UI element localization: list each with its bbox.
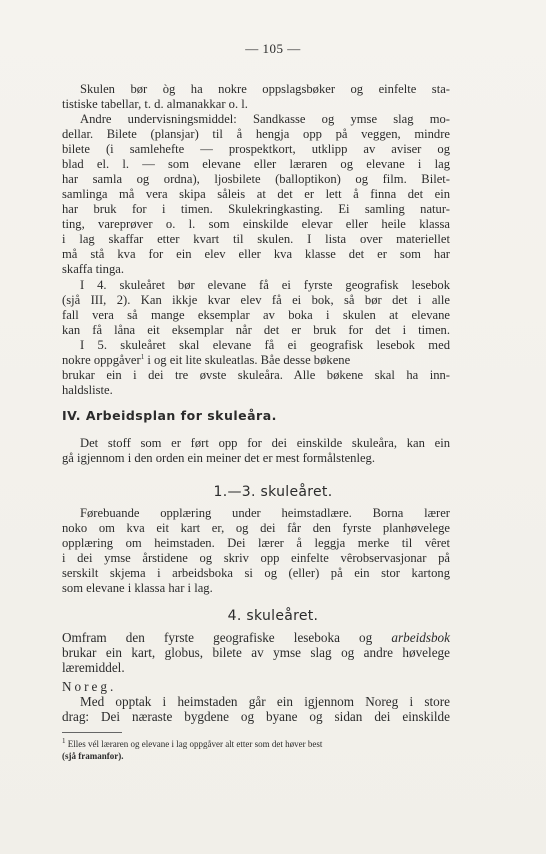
text-line: gå igjennom i den orden ein meiner det er mest formålstenleg.: [62, 451, 375, 465]
text-line: noko om kva eit kart er, og dei får den fyrste planhøvelege: [62, 521, 450, 535]
text-line: drag: Dei næraste bygdene og byane og sidan dei einskilde: [62, 709, 450, 724]
footnote-text: Elles vél læraren og elevane i lag oppgåver alt etter som det høver best: [65, 739, 323, 749]
paragraph-years-1-3: [62, 506, 450, 596]
text-line: brukar ein i dei tre øvste skuleåra. Alle bøkene skal ha inn-: [62, 368, 450, 382]
footnote-mark: 1: [140, 352, 145, 361]
subheading-year-4: 4. skuleåret.: [227, 608, 319, 624]
text-line: ting, vareprøver o. l. som einskilde elevar eller heile klassa: [62, 217, 450, 231]
text-line: Det stoff som er ført opp for dei einskilde skuleåra, kan ein: [80, 436, 450, 450]
text-line: blad el. l. — som elevane eller læraren og elevane i lag: [62, 157, 450, 171]
footnote-divider: [62, 732, 122, 733]
text-line: Førebuande opplæring under heimstadlære. Borna lærer: [80, 506, 450, 520]
text-line: serskilt skjema i arbeidsboka si og (eller) på ein stor kartong: [62, 566, 450, 580]
footnote-mark: 1: [62, 737, 66, 745]
text-line: fall vera så mange eksemplar av boka i skulen at elevane: [62, 308, 450, 322]
text-line: Skulen bør òg ha nokre oppslagsbøker og einfelte sta-: [80, 82, 450, 96]
footnote: [62, 738, 462, 762]
text-line: som elevane i klassa har i lag.: [62, 581, 213, 595]
page-number: — 105 —: [245, 41, 301, 56]
text-line: læremiddel.: [62, 660, 125, 675]
text-line: [62, 630, 450, 645]
text-line: i lag skaffar etter kvart til skulen. I lista over materiellet: [62, 232, 450, 246]
paragraph-teaching-aids: [62, 82, 450, 277]
text-line: haldsliste.: [62, 383, 113, 397]
text-line: samlinga må vera skipa såleis at det er lett å finna det ein: [62, 187, 450, 201]
text-line: [62, 353, 450, 368]
text-line: Med opptak i heimstaden går ein igjennom Noreg i store: [80, 694, 450, 709]
text-line: dellar. Bilete (plansjar) til å hengja opp på veggen, mindre: [62, 127, 450, 141]
text-line: brukar ein kart, globus, bilete av ymse slag og andre høvelege: [62, 645, 450, 660]
text-fragment: i og eit lite skuleatlas. Båe desse bøkene: [144, 353, 351, 367]
footnote-line: [62, 738, 462, 750]
text-line: kan få låna eit eksemplar når det er bruk for det i timen.: [62, 323, 450, 337]
text-line: i dei ymse årstidene og skriv opp einfelte vêrobservasjonar på: [62, 551, 450, 565]
text-line: skaffa tinga.: [62, 262, 125, 276]
footnote-line: (sjå framanfor).: [62, 751, 124, 761]
paragraph-section-intro: [62, 436, 450, 466]
region-label: Noreg.: [62, 679, 117, 694]
text-line: har samla og ordna), ljosbilete (balloptikon) og film. Bilet-: [62, 172, 450, 186]
text-line: Andre undervisningsmiddel: Sandkasse og ymse slag mo-: [80, 112, 450, 126]
subheading-years-1-3: 1.—3. skuleåret.: [213, 484, 333, 500]
text-fragment: nokre oppgåver: [62, 353, 141, 367]
text-line: opplæring om heimstaden. Dei lærer å leggja merke til vêret: [62, 536, 450, 550]
text-line: må stå kva for ein elev eller kva klasse det er som har: [62, 247, 450, 261]
text-line: I 4. skuleåret bør elevane få ei fyrste geografisk lesebok: [80, 278, 450, 292]
italic-term: arbeidsbok: [391, 630, 450, 645]
text-line: (sjå III, 2). Kan ikkje kvar elev få ei bok, så bør det i alle: [62, 293, 450, 307]
text-line: bilete (i samlehefte — prospektkort, utklipp av aviser og: [62, 142, 450, 156]
text-line: tistiske tabellar, t. d. almanakkar o. l.: [62, 97, 248, 111]
text-line: har bruk for i timen. Skulekringkasting. Ei samling natur-: [62, 202, 450, 216]
section-heading: IV. Arbeidsplan for skuleåra.: [62, 408, 277, 423]
paragraph-year-4: [62, 630, 450, 724]
text-line: I 5. skuleåret skal elevane få ei geografisk lesebok med: [80, 338, 450, 352]
text-fragment: Omfram den fyrste geografiske leseboka og: [62, 630, 392, 645]
paragraph-textbooks: [62, 278, 450, 398]
